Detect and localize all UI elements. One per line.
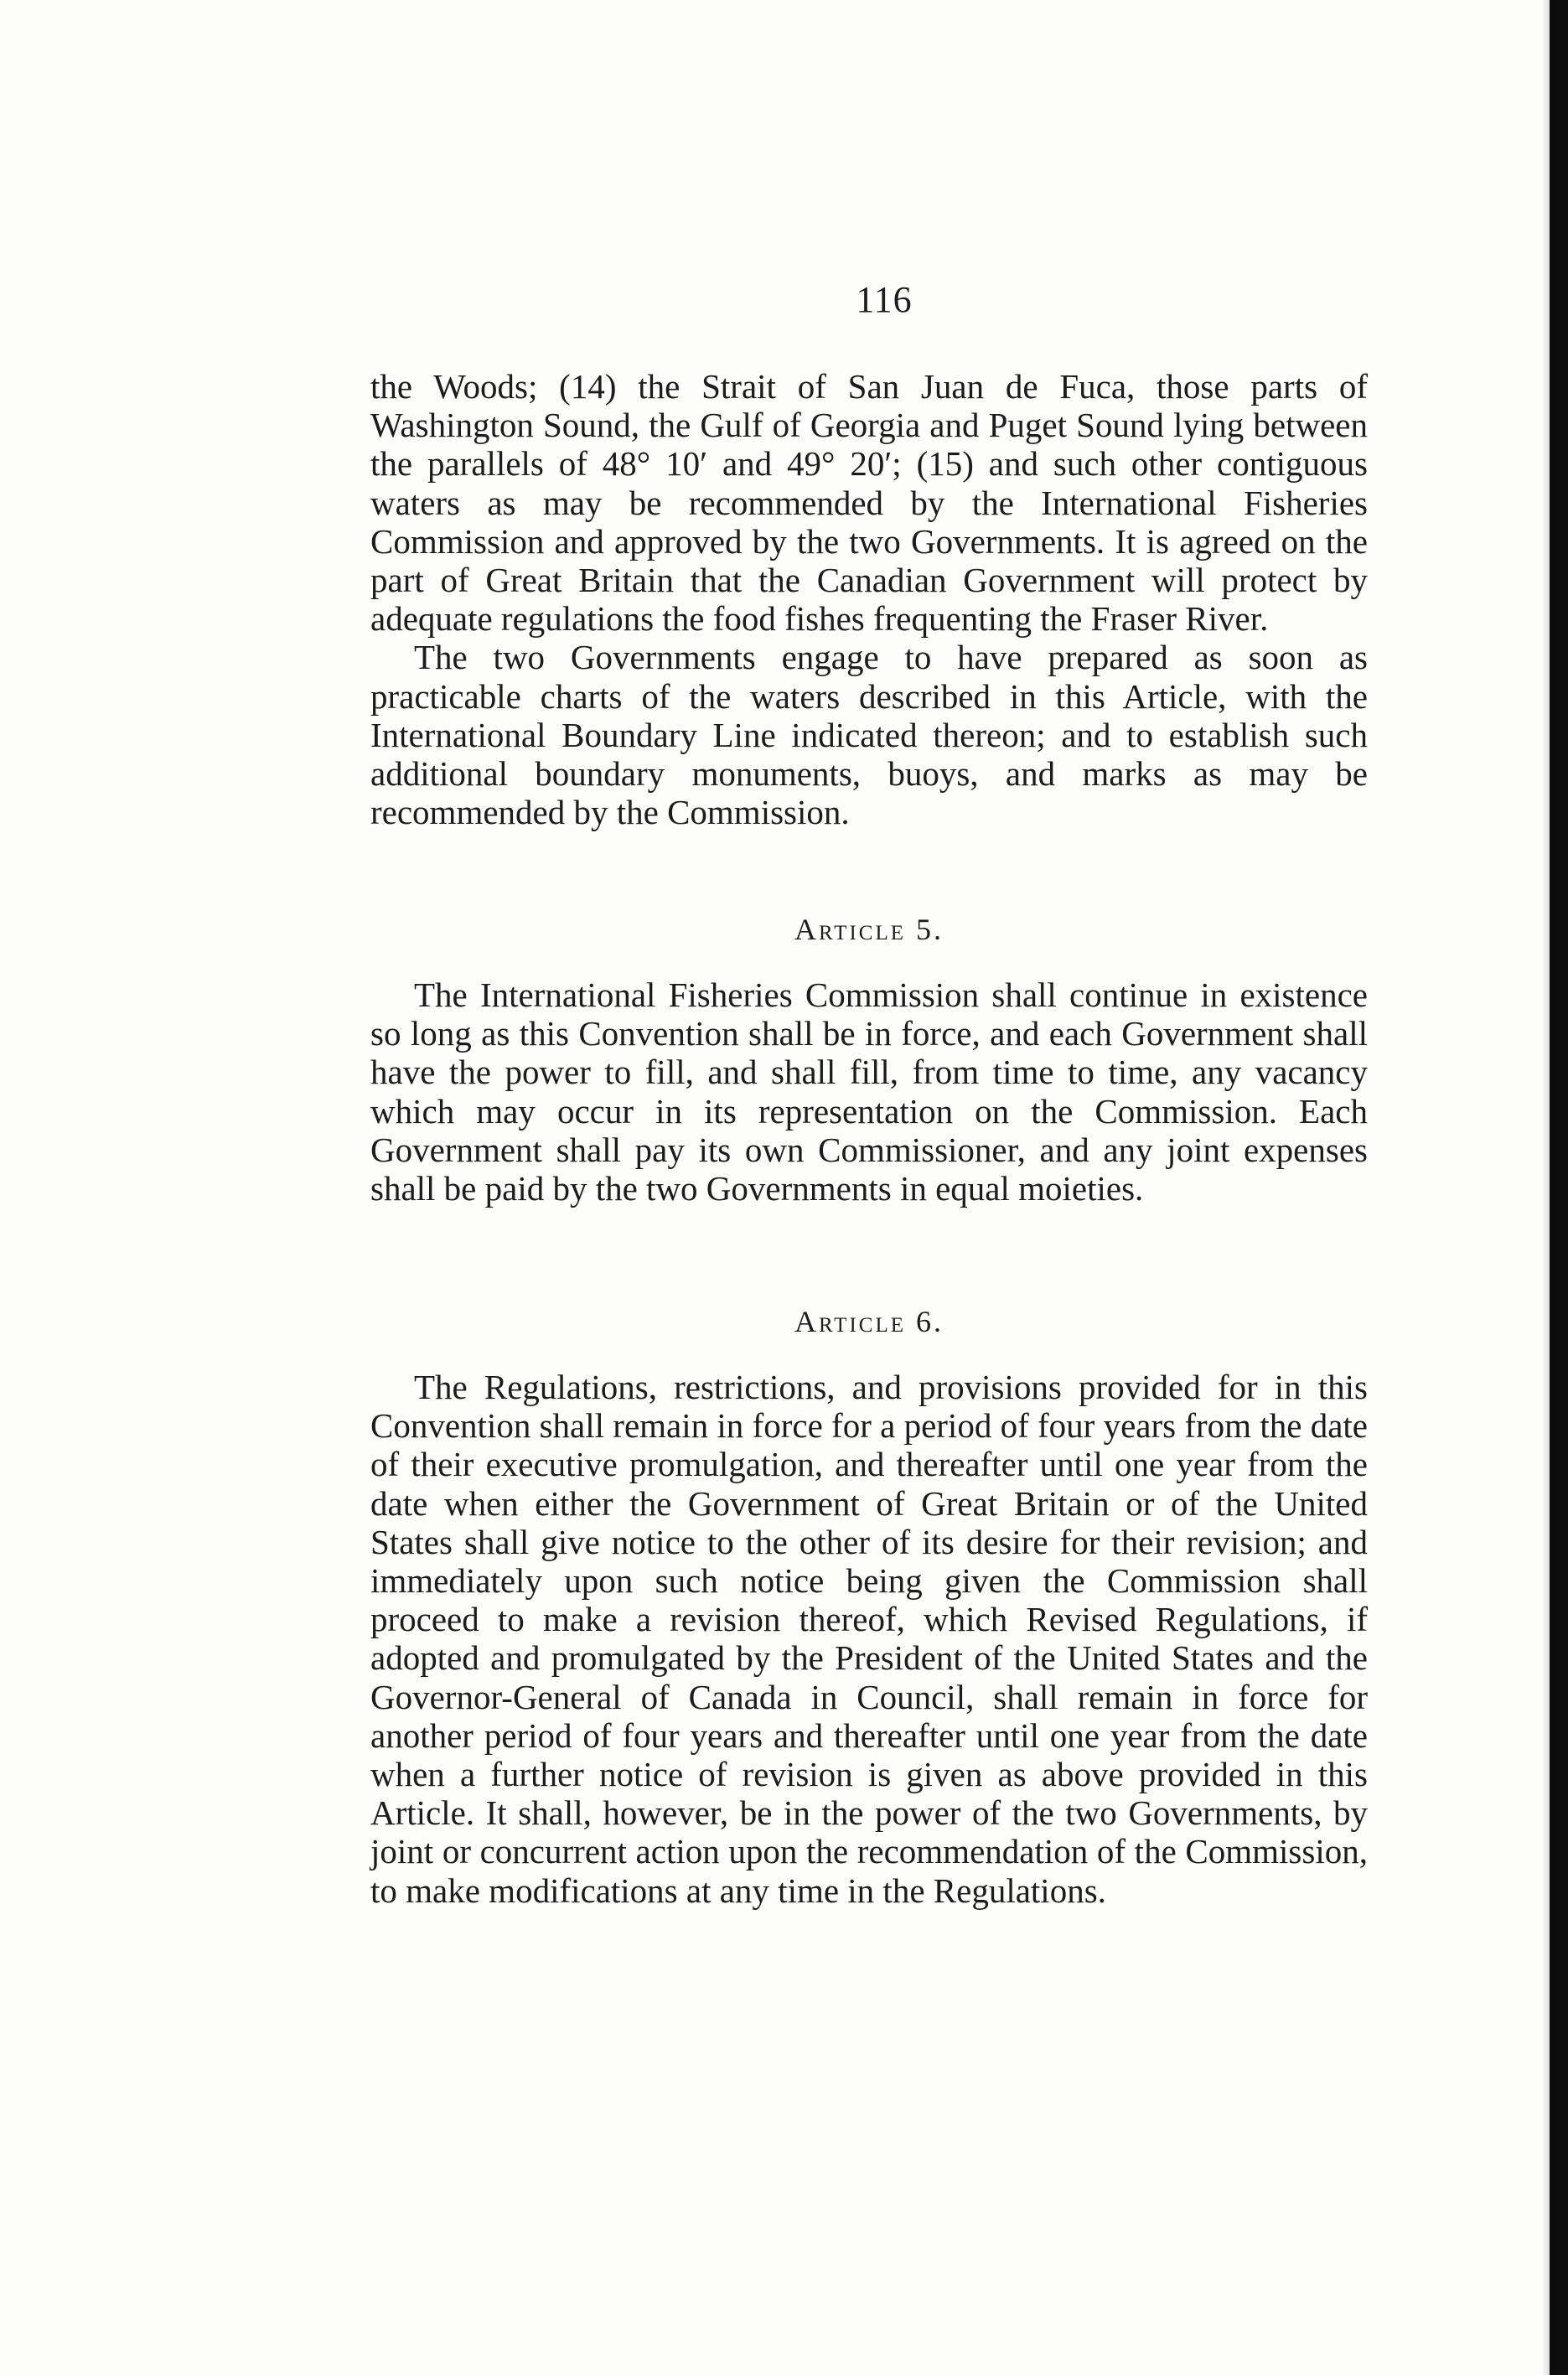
article-6-body <box>370 1368 1368 1910</box>
paragraph-waters-list: the Woods; (14) the Strait of San Juan de Fuca, those parts of Washington Sound, the Gulf of Georgia and Puget Sound lying between the parallels of 48° 10′ and 49° 20′; (15) and such other contiguous waters as may be recommended by the International Fisheries Commission and approved by the two Governments. It is agreed on the part of Great Britain that the Canadian Government will protect by adequate regulations the food fishes frequenting the Fraser River. <box>370 367 1368 639</box>
binding-shadow <box>1541 0 1550 2375</box>
page-number: 116 <box>856 279 913 320</box>
paragraph-charts: The two Governments engage to have prepared as soon as practicable charts of the waters described in this Article, with the International Boundary Line indicated thereon; and to establish such additional boundary monuments, buoys, and marks as may be recommended by the Commission. <box>370 638 1368 832</box>
article-5-body <box>370 975 1368 1208</box>
article-6-heading: Article 6. <box>794 1305 944 1338</box>
article-5-heading: Article 5. <box>794 913 944 946</box>
paragraph-commission: The International Fisheries Commission shall continue in existence so long as this Convention shall be in force, and each Government shall have the power to fill, and shall fill, from time to time, any vacancy which may occur in its representation on the Commission. Each Government shall pay its own Commissioner, and any joint expenses shall be paid by the two Governments in equal moieties. <box>370 975 1368 1208</box>
book-spine-edge <box>1550 0 1568 2375</box>
paragraph-regulations: The Regulations, restrictions, and provisions provided for in this Convention shall remain in force for a period of four years from the date of their executive promulgation, and thereafter until one year from the date when either the Government of Great Britain or of the United States shall give notice to the other of its desire for their revision; and immediately upon such notice being given the Commission shall proceed to make a revision thereof, which Revised Regulations, if adopted and promulgated by the President of the United States and the Governor-General of Canada in Council, shall remain in force for another period of four years and thereafter until one year from the date when a further notice of revision is given as above provided in this Article. It shall, however, be in the power of the two Governments, by joint or concurrent action upon the recommendation of the Commission, to make modifications at any time in the Regulations. <box>370 1368 1368 1910</box>
article-4-continuation <box>370 367 1368 831</box>
